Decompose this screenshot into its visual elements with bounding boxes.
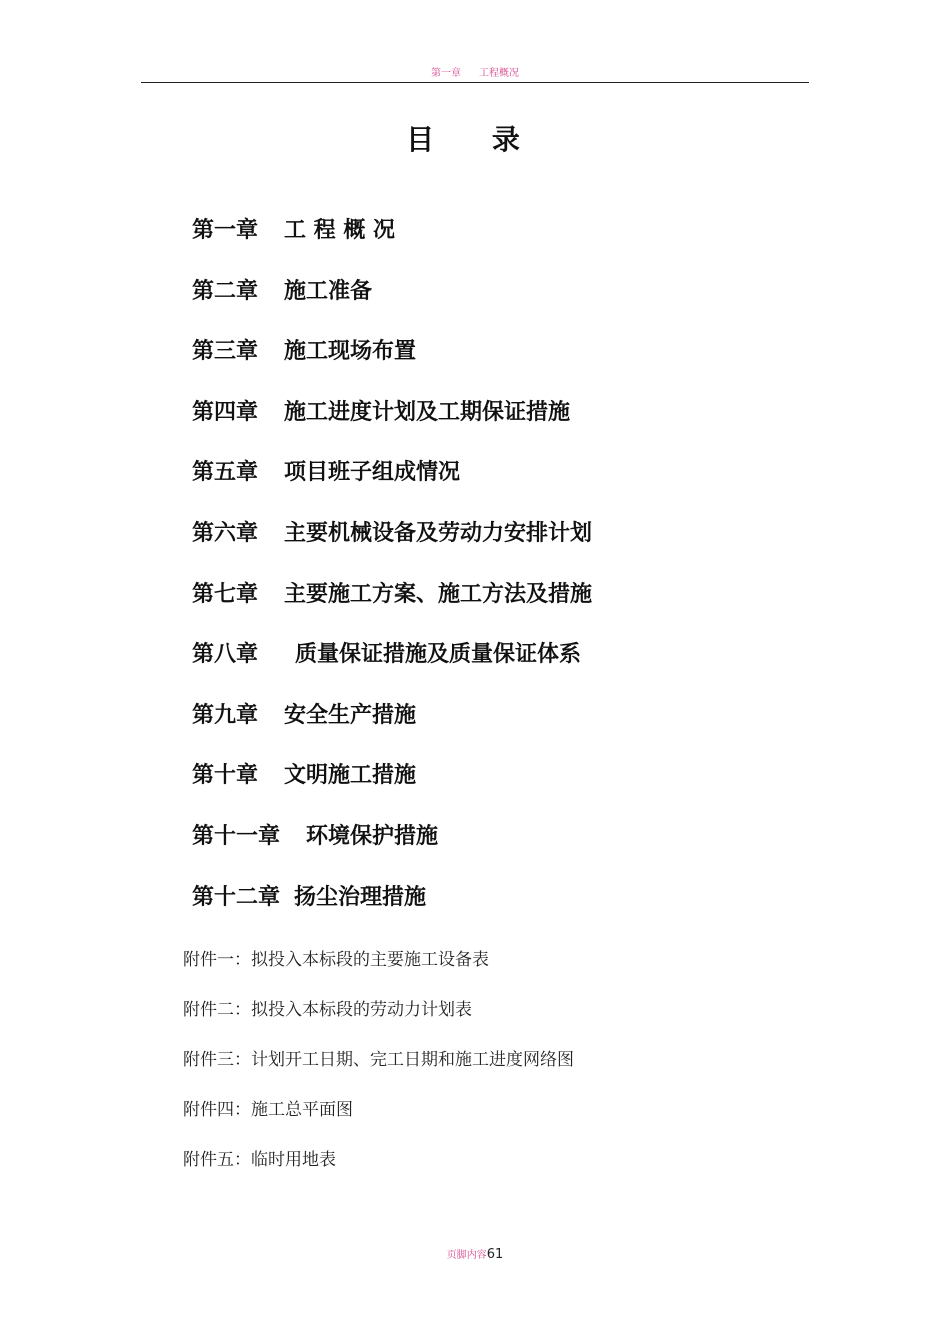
appendix-item: 附件二：拟投入本标段的劳动力计划表 — [183, 1000, 472, 1020]
toc-chapter-title: 项目班子组成情况 — [284, 459, 461, 486]
appendix-item: 附件一：拟投入本标段的主要施工设备表 — [183, 950, 489, 970]
appendix-item: 附件五：临时用地表 — [183, 1150, 336, 1170]
toc-chapter-title: 扬尘治理措施 — [294, 883, 427, 910]
toc-chapter-number: 第九章 — [192, 701, 259, 728]
toc-chapter-number: 第十一章 — [192, 822, 281, 849]
toc-chapter-number: 第八章 — [192, 641, 259, 668]
toc-chapter-title: 工 程 概 况 — [284, 217, 395, 243]
toc-list — [192, 210, 592, 937]
toc-chapter-title: 施工现场布置 — [284, 338, 417, 365]
toc-chapter-number: 第一章 — [192, 217, 259, 243]
page-footer — [0, 1245, 950, 1266]
toc-chapter-number: 第四章 — [192, 398, 259, 425]
toc-chapter-number: 第三章 — [192, 338, 259, 365]
header-section: 工程概况 — [479, 68, 519, 79]
toc-entry — [192, 755, 592, 816]
toc-chapter-number: 第十二章 — [192, 883, 281, 910]
toc-chapter-title: 环境保护措施 — [306, 822, 439, 849]
toc-entry — [192, 634, 592, 695]
toc-entry — [192, 392, 592, 453]
toc-entry — [192, 331, 592, 392]
toc-entry — [192, 877, 592, 938]
appendix-item: 附件四：施工总平面图 — [183, 1100, 353, 1120]
toc-entry — [192, 210, 592, 271]
page-number: 61 — [486, 1247, 504, 1262]
toc-chapter-title: 主要施工方案、施工方法及措施 — [284, 580, 593, 607]
toc-chapter-number: 第五章 — [192, 459, 259, 486]
toc-entry — [192, 695, 592, 756]
footer-label: 页脚内容 — [446, 1250, 487, 1261]
page-header — [141, 66, 809, 83]
toc-entry — [192, 513, 592, 574]
toc-chapter-number: 第十章 — [192, 762, 259, 789]
toc-chapter-title: 文明施工措施 — [284, 762, 417, 789]
toc-chapter-number: 第二章 — [192, 277, 259, 304]
toc-entry — [192, 452, 592, 513]
toc-chapter-title: 施工准备 — [284, 277, 373, 304]
toc-entry — [192, 574, 592, 635]
appendix-item: 附件三：计划开工日期、完工日期和施工进度网络图 — [183, 1050, 574, 1070]
toc-chapter-title: 质量保证措施及质量保证体系 — [295, 641, 582, 668]
toc-chapter-title: 主要机械设备及劳动力安排计划 — [284, 519, 593, 546]
toc-chapter-title: 安全生产措施 — [284, 701, 417, 728]
toc-chapter-number: 第七章 — [192, 580, 259, 607]
appendix-list — [183, 943, 574, 1193]
toc-chapter-title: 施工进度计划及工期保证措施 — [284, 398, 571, 425]
toc-title: 目 录 — [406, 123, 544, 156]
toc-entry — [192, 816, 592, 877]
header-chapter: 第一章 — [431, 68, 461, 79]
toc-chapter-number: 第六章 — [192, 519, 259, 546]
toc-entry — [192, 271, 592, 332]
